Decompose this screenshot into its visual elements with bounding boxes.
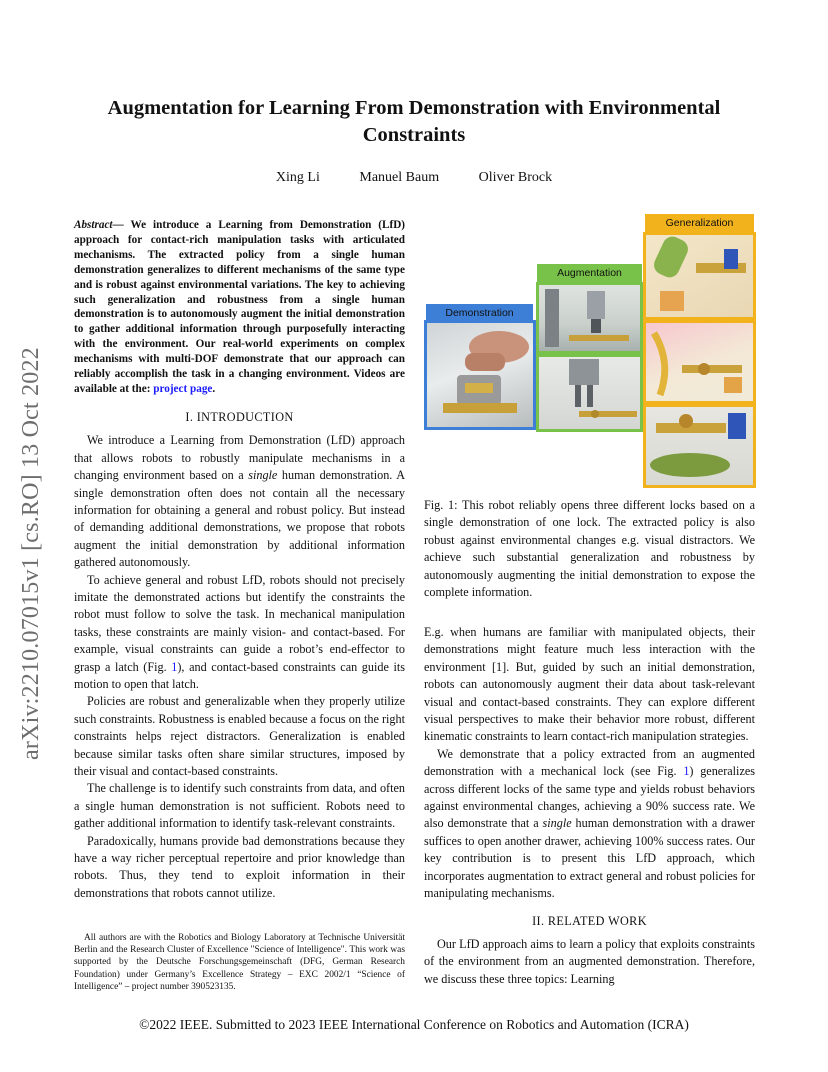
lock-icon xyxy=(646,323,753,401)
lock-icon xyxy=(646,235,753,317)
left-column xyxy=(74,218,405,902)
author-list xyxy=(0,170,828,186)
abstract-end: . xyxy=(212,382,216,395)
copyright-notice: ©2022 IEEE. Submitted to 2023 IEEE International Conference on Robotics and Automation (ICRA) xyxy=(139,1017,689,1032)
footnote-text: All authors are with the Robotics and Biology Laboratory at Technische Universität Berlin and the Research Cluster of Excellence "Science of Intelligence". This work was supported by the Deutsche Forschungsgemeinschaft (DFG, German Research Foundation) under Germany’s Excellence Strategy – EXC 2002/1 “Science of Intelligence” – project number 390523135. xyxy=(74,933,405,992)
intro-paragraph: The challenge is to identify such constraints from data, and often a single human demonstration is not sufficient. Robots need to gather additional information to identify task-relevant constraints. xyxy=(74,781,405,831)
augmentation-photo-bottom xyxy=(536,354,643,432)
figure-caption xyxy=(424,497,755,601)
lock-icon xyxy=(646,407,753,485)
author-name: Xing Li xyxy=(275,170,320,185)
author-name: Manuel Baum xyxy=(359,170,440,185)
figure-1 xyxy=(424,212,758,490)
intro-paragraph: Paradoxically, humans provide bad demonstrations because they have a way richer perceptual repertoire and prior knowledge than robots. Thus, they tend to exploit information in their demonstrations that robots cannot utilize. xyxy=(74,833,405,900)
abstract xyxy=(74,218,405,397)
intro-paragraph: To achieve general and robust LfD, robots should not precisely imitate the demonstrated actions but identify the constraints the robot must follow to solve the task. In mechanical manipulation tasks, these constraints are mainly vision- and contact-based. For example, visual constraints can guide a robot’s end-effector to grasp a latch (Fig. 1), and contact-based constraints can guide its motion to open that latch. xyxy=(74,572,405,691)
generalization-photo-3 xyxy=(643,404,756,488)
generalization-label: Generalization xyxy=(645,214,754,232)
project-page-link[interactable]: project page xyxy=(153,382,213,395)
arxiv-stamp: arXiv:2210.07015v1 [cs.RO] 13 Oct 2022 xyxy=(18,347,44,760)
generalization-photo-1 xyxy=(643,232,756,320)
abstract-label: Abstract xyxy=(74,219,113,231)
robot-arm-icon xyxy=(539,285,640,351)
demonstration-label: Demonstration xyxy=(426,304,533,322)
demonstration-photo xyxy=(424,320,536,430)
body-paragraph: E.g. when humans are familiar with manipulated objects, their demonstrations might feature much less interaction with the environment [1]. But, guided by such an initial demonstration, robots can autonomously augment their data about task-relevant visual and contact-based constraints. They can explore different visual perspectives to make their behavior more robust, different kinematic constraints to learn contact-rich manipulation strategies. xyxy=(424,625,755,744)
section-heading-related-work: II. RELATED WORK xyxy=(532,913,647,928)
augmentation-label: Augmentation xyxy=(537,264,642,282)
right-column xyxy=(424,624,755,988)
generalization-photo-2 xyxy=(643,320,756,404)
figure-ref-link[interactable]: 1 xyxy=(171,659,178,674)
augmentation-photo-top xyxy=(536,282,643,354)
footnote xyxy=(74,932,405,993)
caption-text: Fig. 1: This robot reliably opens three different locks based on a single demonstration of one lock. The extracted policy is also robust against environmental changes e.g. visual distractors. We achieve such substantial generalization and robustness by autonomously augmenting the initial demonstration to expose the complete information. xyxy=(424,498,755,600)
body-paragraph: Our LfD approach aims to learn a policy that exploits constraints of the environment from an augmented demonstration. Therefore, we discuss these three topics: Learning xyxy=(424,936,755,986)
section-heading-introduction: I. INTRODUCTION xyxy=(185,409,294,424)
gripper-icon xyxy=(539,357,640,429)
abstract-text: — We introduce a Learning from Demonstration (LfD) approach for contact-rich manipulation tasks with articulated mechanisms. The extracted policy from a single human demonstration generalizes to different mechanisms of the same type and is robust against environmental variations. The key to achieving such generalization and robustness from a single human demonstration is to autonomously augment the initial demonstration to gather additional information through purposefully interacting with the environment. Our real-world experiments on complex mechanisms with multi-DOF demonstrate that our approach can reliably accomplish the task in a changing environment. Videos are available at the: xyxy=(74,219,405,395)
paper-title: Augmentation for Learning From Demonstration with Environmental Constraints xyxy=(107,97,721,146)
intro-paragraph: We introduce a Learning from Demonstration (LfD) approach that allows robots to robustly manipulate mechanisms in a changing environment based on a single human demonstration. A single demonstration often does not contain all the necessary information for obtaining a general and robust policy. But instead of demanding additional demonstrations, we propose that robots augment the initial demonstration by additional information gathered autonomously. xyxy=(74,433,405,570)
body-paragraph: We demonstrate that a policy extracted from an augmented demonstration with a mechanical lock (see Fig. 1) generalizes across different locks of the same type and yields robust behaviors against environmental changes, achieving a 90% success rate. We also demonstrate that a single human demonstration with a drawer suffices to open another drawer, achieving 100% success rates. Our key contribution is to present this LfD approach, which incorporates augmentation to extract general and robust policies for manipulating mechanisms. xyxy=(424,746,756,901)
figure-ref-link[interactable]: 1 xyxy=(683,764,690,779)
hand-icon xyxy=(427,323,533,427)
author-name: Oliver Brock xyxy=(478,170,553,185)
intro-paragraph: Policies are robust and generalizable when they properly utilize such constraints. Robustness is enabled because a focus on the right constraints helps reject distractors. Generalization is enabled because similar tasks often share similar structures, imposed by their visual and contact-based constraints. xyxy=(74,694,405,778)
